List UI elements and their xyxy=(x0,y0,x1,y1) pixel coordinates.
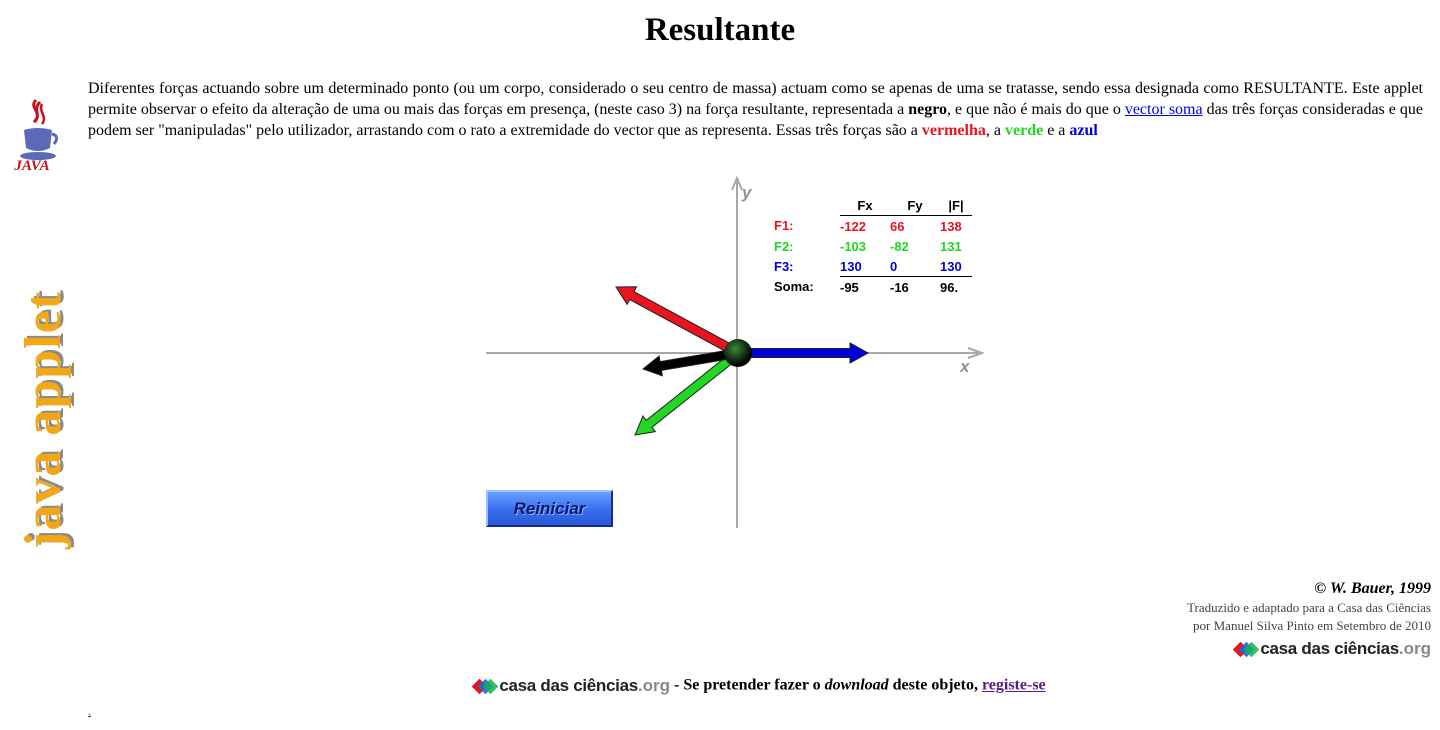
logo-text: casa das ciências xyxy=(1260,639,1399,658)
intro-text-3: das três forças consideradas e que podem ser "manipuladas" pelo utilizador, arrastando com o rato a extremidade do vector que as representa. Essas três forças são a xyxy=(88,101,1423,139)
row-label: F3: xyxy=(774,258,794,274)
cell-magnitude: 138 xyxy=(940,218,962,234)
cell-fy: -16 xyxy=(890,277,940,298)
footer-dot xyxy=(88,704,91,719)
intro-text-5: e a xyxy=(1043,122,1070,139)
credit-line-1: Traduzido e adaptado para a Casa das Ciências xyxy=(1187,600,1431,615)
footer-logo-org: .org xyxy=(637,676,671,695)
cell-fx: -103 xyxy=(840,238,867,254)
y-axis-label: y xyxy=(742,183,752,202)
resultant-applet[interactable] xyxy=(486,176,990,532)
table-row xyxy=(770,277,972,298)
footer-text-before: - Se pretender fazer o xyxy=(670,676,825,694)
intro-text-2: , e que não é mais do que o xyxy=(947,101,1125,118)
register-link[interactable]: registe-se xyxy=(981,676,1046,694)
vector-arrow-f1[interactable] xyxy=(616,287,740,357)
cell-fy: 0 xyxy=(890,258,898,274)
vector-f1[interactable] xyxy=(616,287,740,357)
cell-fx: 130 xyxy=(840,258,862,274)
credits-block xyxy=(1031,578,1431,662)
table-header-fx: Fx xyxy=(840,195,890,216)
table-header-magnitude: |F| xyxy=(940,195,972,216)
footer-logo-text: casa das ciências xyxy=(499,676,638,695)
verde-word: verde xyxy=(1004,122,1044,139)
cell-magnitude: 96. xyxy=(940,277,972,298)
azul-word: azul xyxy=(1069,122,1098,139)
table-row xyxy=(770,216,972,237)
cell-fx: -122 xyxy=(840,218,867,234)
cell-magnitude: 131 xyxy=(940,238,962,254)
intro-text-4: , a xyxy=(985,122,1005,139)
reset-button[interactable]: Reiniciar xyxy=(486,490,613,527)
java-applet-vertical-text: java applet xyxy=(15,291,72,549)
page-title: Resultante xyxy=(644,12,796,48)
credit-line-2: por Manuel Silva Pinto em Setembro de 2010 xyxy=(1193,618,1431,633)
table-row xyxy=(770,256,972,277)
footer-text-after: deste objeto, xyxy=(888,676,982,694)
java-sidebar xyxy=(6,88,70,608)
force-table xyxy=(770,195,972,297)
vermelha-word: vermelha xyxy=(921,122,986,139)
footer-download-word: download xyxy=(824,676,889,694)
table-row xyxy=(770,236,972,256)
footer-logo-mark-icon xyxy=(474,678,496,694)
table-header-fy: Fy xyxy=(890,195,940,216)
vector-arrow-f3[interactable] xyxy=(738,343,868,363)
cell-fy: 66 xyxy=(890,218,905,234)
table-header-empty xyxy=(770,195,840,216)
footer-casa-das-ciencias-logo[interactable] xyxy=(474,676,670,696)
intro-text-1: Diferentes forças actuando sobre um determinado ponto (ou um corpo, considerado o seu centro de massa) actuam como se apenas de uma se tratasse, sendo essa designada como RESULTANTE. Este applet permite observar o efeito da alteração de uma ou mais das forças em presença, (neste caso 3) na força resultante, representada a xyxy=(88,80,1423,118)
row-label: F1: xyxy=(774,218,794,234)
logo-org: .org xyxy=(1398,639,1431,658)
casa-das-ciencias-logo[interactable] xyxy=(1235,639,1431,659)
cell-fy: -82 xyxy=(890,238,909,254)
intro-paragraph xyxy=(88,78,1423,141)
footer xyxy=(0,676,1440,696)
credit-author: © W. Bauer, 1999 xyxy=(1314,580,1431,597)
vector-soma-link[interactable]: vector soma xyxy=(1124,101,1203,118)
table-header-row xyxy=(770,195,972,216)
cell-magnitude: 130 xyxy=(940,258,962,274)
negro-word: negro xyxy=(908,101,948,118)
vector-f3[interactable] xyxy=(738,343,868,363)
cell-fx: -95 xyxy=(840,277,890,298)
x-axis-label: x xyxy=(960,357,970,376)
origin-point xyxy=(724,339,752,367)
row-label: F2: xyxy=(774,238,794,254)
footer-dot-link[interactable]: . xyxy=(88,704,91,718)
casa-das-ciencias-mark-icon xyxy=(1235,641,1257,657)
java-logo-label: JAVA xyxy=(14,158,50,174)
row-label: Soma: xyxy=(774,279,814,295)
